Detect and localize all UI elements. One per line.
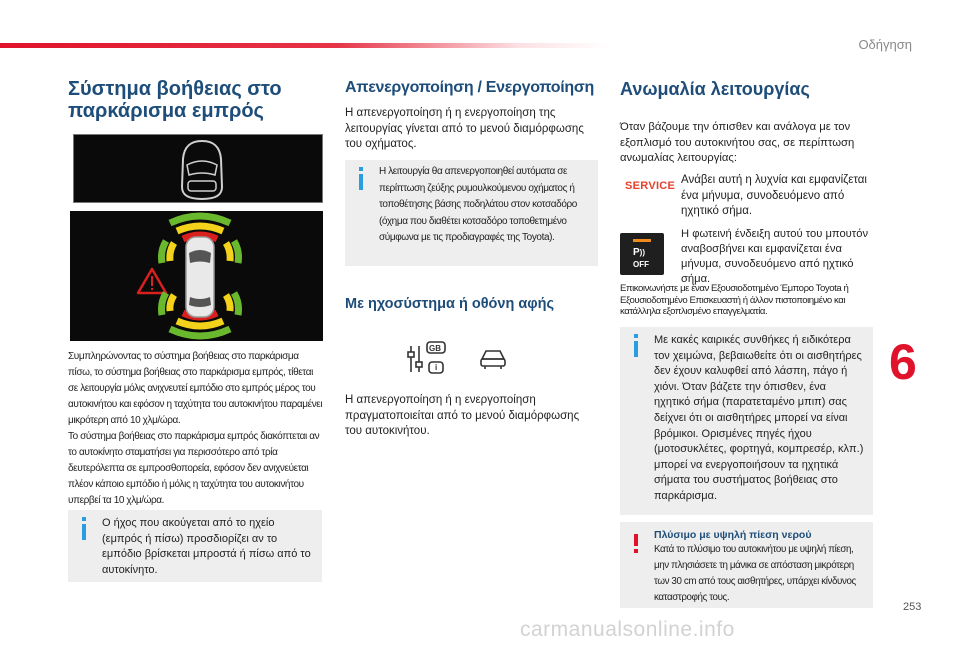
deactivation-title: Απενεργοποίηση / Ενεργοποίηση [345, 79, 594, 96]
info-icon [359, 174, 363, 190]
top-accent-bar [0, 43, 610, 48]
parking-sensor-display [70, 211, 323, 341]
touchscreen-subtitle: Με ηχοσύστημα ή οθόνη αφής [345, 296, 555, 312]
contact-dealer-text: Επικοινωνήστε με έναν Εξουσιοδοτημένο Έμπορο Toyota ή Εξουσιοδοτημένο Επισκευαστή ή άλλον πιστοποιημένο και κατάλληλα εξοπλισμένο επαγγελματία. [620, 283, 849, 317]
info-sound-text: Ο ήχος που ακούγεται από το ηχείο (εμπρός ή πίσω) προσδιορίζει αν το εμπόδιο βρίσκεται μπροστά ή πίσω από το αυτοκίνητο. [102, 517, 311, 576]
car-body-icon [186, 237, 214, 317]
warning-washing-text: Κατά το πλύσιμο του αυτοκινήτου με υψηλή πίεση, μην πλησιάσετε τη μάνικα σε απόσταση μικρότερη των 30 cm από τους αισθητήρες, υπάρχει κίνδυνος καταστροφής τους. [654, 544, 856, 603]
front-parking-paragraph-2: Το σύστημα βοήθειας στο παρκάρισμα εμπρός διακόπτεται αν το αυτοκίνητο σταματήσει για περισσότερο από τρία δευτερόλεπτα σε εμπροσθοπορεία, εφόσον δεν ανιχνεύεται πλέον κάποιο εμπόδιο ή μόλις η ταχύτητα του αυτοκινήτου υπερβεί τα 10 χλμ/ώρα. [68, 431, 320, 506]
vehicle-menu-icon [478, 345, 508, 371]
off-label: OFF [633, 260, 649, 269]
settings-menu-icon [405, 338, 449, 378]
info-box-sound [68, 510, 322, 582]
gb-label: GB [429, 344, 441, 353]
column-front-parking [68, 78, 322, 122]
service-warning-icon: SERVICE [625, 180, 676, 192]
car-top-view-icon [74, 135, 324, 204]
button-warning-text: Η φωτεινή ένδειξη αυτού του μπουτόν αναβοσβήνει και εμφανίζεται ένα μήνυμα, συνοδευόμενο από ηχτικό σήμα. [681, 228, 869, 285]
info-towing-text: Η λειτουργία θα απενεργοποιηθεί αυτόματα σε περίπτωση ζεύξης ρυμουλκούμενου οχήματος ή τοποθέτησης βάσης ποδηλάτου στον κοτσαδόρο (όχημα που διαθέτει κοτσαδόρο τοποθετημένο σύμφωνα με τις προδιαγραφές της Toyota). [379, 166, 577, 243]
section-header: Οδήγηση [858, 37, 912, 52]
deactivation-paragraph: Η απενεργοποίηση ή η ενεργοποίηση της λειτουργίας γίνεται από το μενού διαμόρφωσης του οχήματος. [345, 107, 584, 150]
column-deactivation [345, 78, 598, 153]
service-warning-text: Ανάβει αυτή η λυχνία και εμφανίζεται ένα μήνυμα, συνοδευόμενο από ηχητικό σήμα. [681, 174, 867, 217]
info-icon [634, 341, 638, 357]
parking-zones-graphic [70, 211, 323, 341]
warning-exclamation-icon [634, 534, 638, 546]
parking-sensor-button-icon: P)) OFF [620, 233, 664, 275]
info-weather-text: Με κακές καιρικές συνθήκες ή ειδικότερα τον χειμώνα, βεβαιωθείτε ότι οι αισθητήρες δεν έχουν καλυφθεί από λάσπη, πάγο ή χιόνι. Όταν βάζετε την όπισθεν, ένα ηχητικό σήμα (παρατεταμένο μπιπ) σας δείχνει ότι οι αισθητήρες μπορεί να είναι βρόμικοι. Ορισμένες πηγές ήχου (μοτοσυκλέτες, φορτηγά, κομπρεσέρ, κλπ.) μπορεί να ενεργοποιήσουν τα ηχητικά σήματα του συστήματος βοήθειας στο παρκάρισμα. [654, 334, 864, 502]
watermark: carmanualsonline.info [520, 618, 735, 641]
column-malfunction [620, 78, 873, 167]
malfunction-title: Ανωμαλία λειτουργίας [620, 79, 810, 99]
info-icon [82, 524, 86, 540]
warning-washing-title: Πλύσιμο με υψηλή πίεση νερού [654, 529, 812, 541]
touchscreen-paragraph: Η απενεργοποίηση ή η ενεργοποίηση πραγματοποιείται από το μενού διαμόρφωσης του αυτοκινήτου. [345, 394, 580, 437]
front-parking-title: Σύστημα βοήθειας στο παρκάρισμα εμπρός [68, 78, 282, 122]
info-box-towing [345, 160, 598, 266]
malfunction-paragraph: Όταν βάζουμε την όπισθεν και ανάλογα με τον εξοπλισμό του αυτοκινήτου σας, σε περίπτωση ανωμαλίας λειτουργίας: [620, 121, 855, 164]
warning-triangle-icon [138, 269, 166, 293]
front-parking-paragraph-1: Συμπληρώνοντας το σύστημα βοήθειας στο παρκάρισμα πίσω, το σύστημα βοήθειας στο παρκάρισμα εμπρός, τίθεται σε λειτουργία μόλις ανιχνευτεί εμπόδιο στο εμπρός μέρος του αυτοκινήτου και εφόσον η ταχύτητα του αυτοκινήτου παραμένει μικρότερη από 10 χλμ/ώρα. [68, 351, 323, 426]
chapter-number: 6 [889, 334, 917, 390]
i-label: i [435, 363, 438, 372]
info-box-weather [620, 327, 873, 515]
dashboard-car-display [73, 134, 323, 203]
warning-box-washing [620, 522, 873, 608]
front-parking-description [68, 349, 324, 509]
page-number: 253 [903, 601, 922, 613]
